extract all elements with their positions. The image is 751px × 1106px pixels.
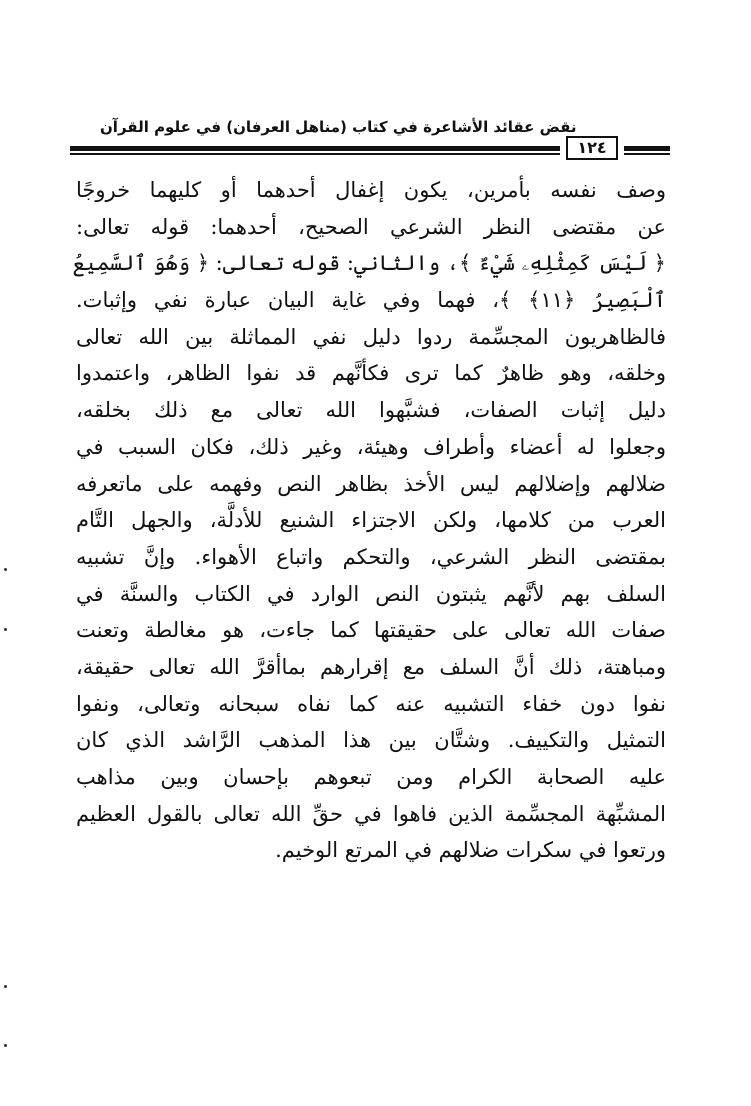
text-line: السلف بهم لأنَّهم يثبتون النص الوارد في الكتاب والسنَّة في (76, 581, 666, 606)
page-number: ١٢٤ (566, 136, 618, 160)
text-line: وجعلوا له أعضاء وأطراف وهيئة، وغير ذلك، فكان السبب في (76, 434, 666, 459)
text-line: وخلقه، وهو ظاهرٌ كما ترى فكأنَّهم قد نفوا الظاهر، واعتمدوا (76, 361, 666, 386)
text-line: دليل إثبات الصفات، فشبَّهوا الله تعالى مع ذلك بخلقه، (76, 398, 666, 423)
header-rule-thick (70, 146, 560, 151)
margin-speck (4, 985, 7, 988)
text-line: ومباهتة، ذلك أنَّ السلف مع إقرارهم بماأقرَّ الله تعالى حقيقة، (76, 654, 666, 679)
text-line: ضلالهم وإضلالهم ليس الأخذ بظاهر النص وفهمه على ماتعرفه (76, 471, 666, 496)
text-line: نفوا دون خفاء التشبيه عنه كما نفاه سبحانه وتعالى، ونفوا (76, 691, 666, 716)
text-line: ورتعوا في سكرات ضلالهم في المرتع الوخيم. (275, 838, 666, 863)
text-line: المشبِّهة المجسِّمة الذين فاهوا في حقِّ الله تعالى بالقول العظيم (76, 801, 666, 826)
page-header (70, 108, 670, 168)
text-line: صفات الله تعالى على حقيقتها كما جاءت، هو مغالطة وتعنت (76, 618, 666, 643)
text-line: فالظاهريون المجسِّمة ردوا دليل نفي المماثلة بين الله تعالى (76, 324, 666, 349)
text-line: التمثيل والتكييف. وشتَّان بين هذا المذهب الرَّاشد الذي كان (76, 728, 666, 753)
header-rule-right-thin (624, 153, 670, 155)
margin-speck (4, 568, 7, 571)
text-line: العرب من كلامها، ولكن الاجتزاء الشنيع للأدلَّة، والجهل التَّام (76, 508, 666, 533)
text-line: وصف نفسه بأمرين، يكون إغفال أحدهما أو كليهما خروجًا (76, 178, 666, 202)
quran-verse-line: ٱلْبَصِيرُ ﴿١١﴾ ﴾، فهما وفي غاية البيان عبارة نفي وإثبات. (76, 288, 666, 313)
header-rule-right-thick (624, 146, 670, 151)
margin-speck (4, 1044, 7, 1047)
text-line: بمقتضى النظر الشرعي، والتحكم واتباع الأهواء. وإنَّ تشبيه (76, 544, 666, 569)
text-line: عن مقتضى النظر الشرعي الصحيح، أحدهما: قوله تعالى: (76, 214, 666, 239)
quran-verse-line: ﴿ لَيْسَ كَمِثْلِهِۦ شَيْءٌ ﴾، والثاني: قوله تعالى: ﴿ وَهُوَ ٱلسَّمِيعُ (72, 251, 666, 276)
margin-speck (4, 628, 7, 631)
body-text (72, 172, 666, 869)
header-rule-thin (70, 153, 560, 155)
text-line: عليه الصحابة الكرام ومن تبعوهم بإحسان وبين مذاهب (76, 765, 666, 789)
running-title: نقض عقائد الأشاعرة في كتاب (مناهل العرفان) في علوم القرآن (100, 118, 577, 136)
